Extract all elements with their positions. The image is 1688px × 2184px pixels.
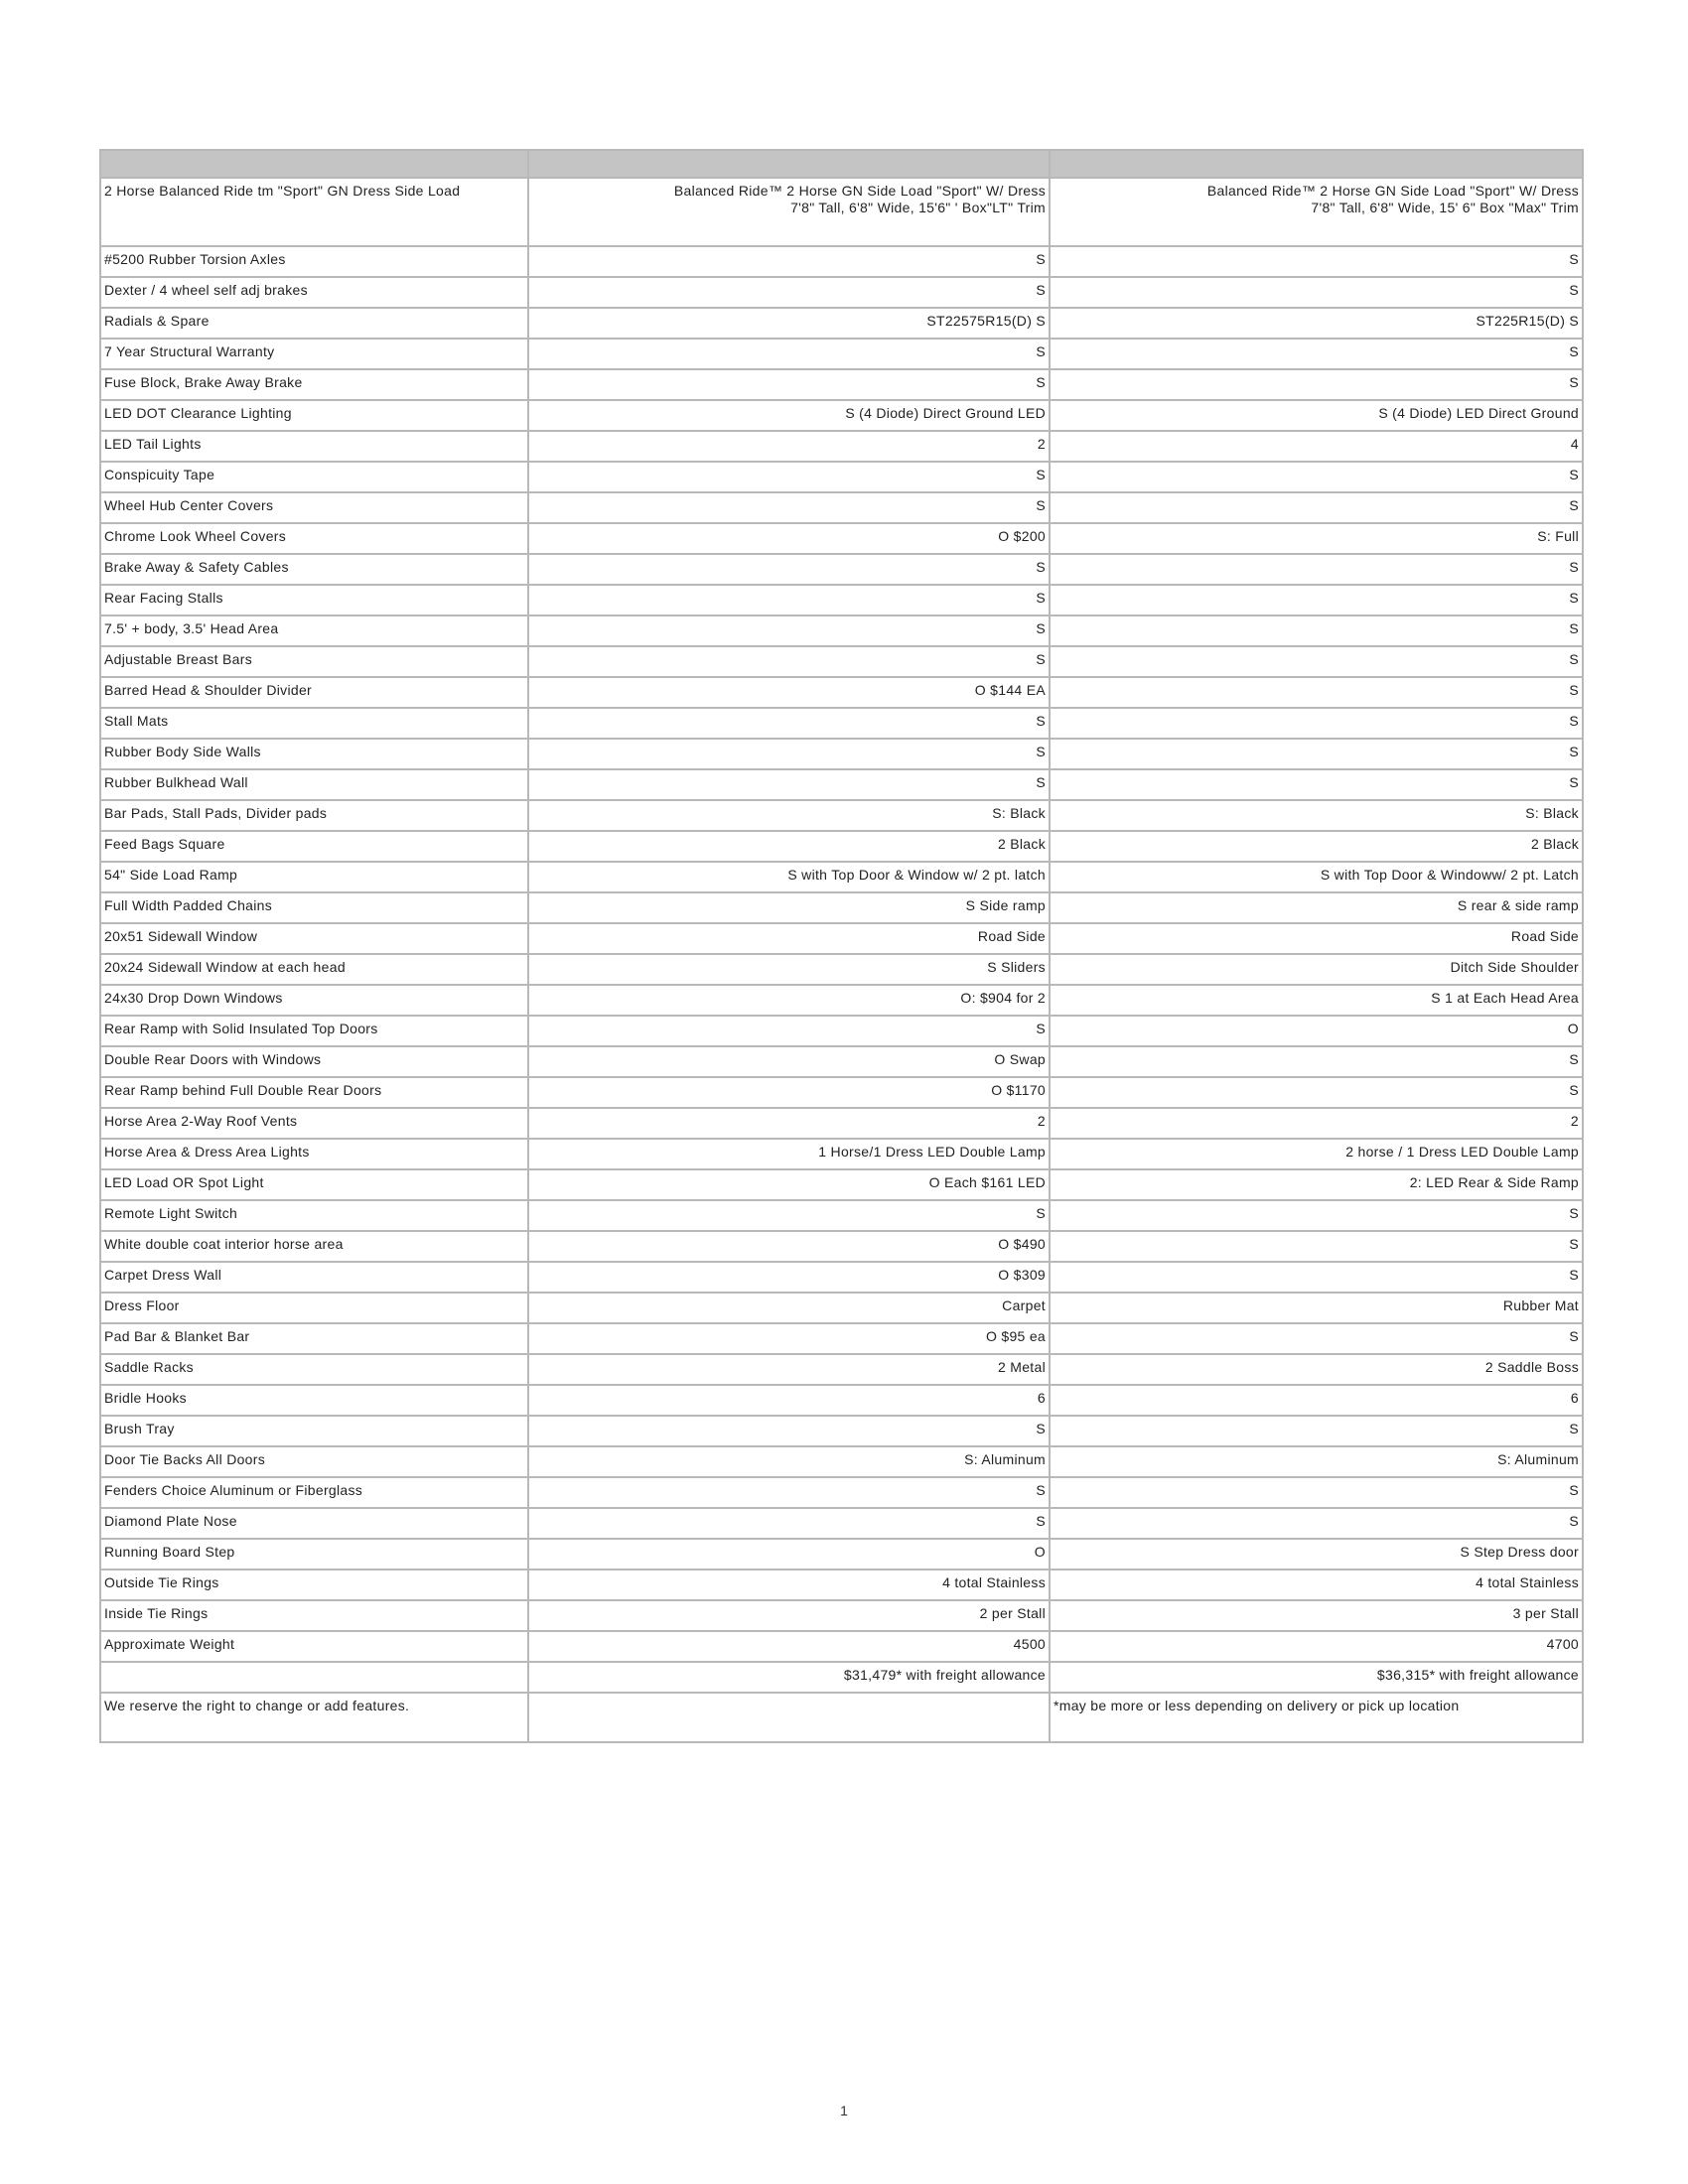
model-2-value-cell: S bbox=[1050, 1477, 1583, 1508]
feature-cell: 7.5' + body, 3.5' Head Area bbox=[100, 615, 528, 646]
model-1-value-cell: S bbox=[528, 246, 1050, 277]
model-2-title bbox=[1050, 178, 1583, 246]
model-2-value-cell: 4700 bbox=[1050, 1631, 1583, 1662]
table-row bbox=[100, 862, 1583, 892]
feature-cell: Dress Floor bbox=[100, 1293, 528, 1323]
header-cell bbox=[1050, 150, 1583, 178]
table-row bbox=[100, 1016, 1583, 1046]
model-2-value-cell: S Step Dress door bbox=[1050, 1539, 1583, 1570]
model-1-value-cell: S Side ramp bbox=[528, 892, 1050, 923]
model-1-value-cell: S bbox=[528, 554, 1050, 585]
model-2-value-cell: S bbox=[1050, 1508, 1583, 1539]
model-2-value-cell: S bbox=[1050, 708, 1583, 739]
table-row bbox=[100, 800, 1583, 831]
feature-cell: Fenders Choice Aluminum or Fiberglass bbox=[100, 1477, 528, 1508]
feature-cell: LED Load OR Spot Light bbox=[100, 1169, 528, 1200]
disclaimer-note: We reserve the right to change or add features. bbox=[100, 1693, 528, 1742]
feature-cell: Adjustable Breast Bars bbox=[100, 646, 528, 677]
model-2-value-cell: S (4 Diode) LED Direct Ground bbox=[1050, 400, 1583, 431]
feature-cell: Double Rear Doors with Windows bbox=[100, 1046, 528, 1077]
footer-row bbox=[100, 1693, 1583, 1742]
model-1-value-cell: 2 bbox=[528, 431, 1050, 462]
model-2-value-cell: S bbox=[1050, 1231, 1583, 1262]
model-2-value-cell: 2 Saddle Boss bbox=[1050, 1354, 1583, 1385]
price-footnote: *may be more or less depending on delivery or pick up location bbox=[1050, 1693, 1583, 1742]
feature-cell: Rubber Body Side Walls bbox=[100, 739, 528, 769]
model-2-value-cell: S bbox=[1050, 739, 1583, 769]
table-row bbox=[100, 1631, 1583, 1662]
feature-cell: Radials & Spare bbox=[100, 308, 528, 339]
table-row bbox=[100, 831, 1583, 862]
model-1-value-cell: S bbox=[528, 1200, 1050, 1231]
table-row bbox=[100, 554, 1583, 585]
model-1-value-cell: S bbox=[528, 1508, 1050, 1539]
model-1-value-cell: O $144 EA bbox=[528, 677, 1050, 708]
table-row bbox=[100, 1570, 1583, 1600]
model-1-value-cell: S Sliders bbox=[528, 954, 1050, 985]
table-row bbox=[100, 1539, 1583, 1570]
model-1-value-cell: S bbox=[528, 369, 1050, 400]
model-1-value-cell: S bbox=[528, 708, 1050, 739]
model-1-value-cell: S bbox=[528, 462, 1050, 492]
model-1-title bbox=[528, 178, 1050, 246]
model-1-value-cell: 2 Black bbox=[528, 831, 1050, 862]
model-1-value-cell: S bbox=[528, 492, 1050, 523]
feature-cell bbox=[100, 1662, 528, 1693]
comparison-table-body bbox=[100, 150, 1583, 1742]
model-2-value-cell: S bbox=[1050, 1200, 1583, 1231]
model-2-value-cell: S: Full bbox=[1050, 523, 1583, 554]
model-2-value-cell: S bbox=[1050, 1077, 1583, 1108]
comparison-table bbox=[99, 149, 1584, 1743]
feature-cell: 7 Year Structural Warranty bbox=[100, 339, 528, 369]
page-number: 1 bbox=[840, 2103, 848, 2118]
model-1-value-cell: S bbox=[528, 646, 1050, 677]
model-1-value-cell: O Each $161 LED bbox=[528, 1169, 1050, 1200]
model-2-title-line-1: Balanced Ride™ 2 Horse GN Side Load "Sport" W/ Dress bbox=[1206, 183, 1579, 199]
feature-cell: Conspicuity Tape bbox=[100, 462, 528, 492]
model-2-value-cell: 4 bbox=[1050, 431, 1583, 462]
model-1-value-cell: S with Top Door & Window w/ 2 pt. latch bbox=[528, 862, 1050, 892]
model-1-value-cell: S bbox=[528, 615, 1050, 646]
model-1-value-cell: S bbox=[528, 585, 1050, 615]
model-1-value-cell: S bbox=[528, 1416, 1050, 1446]
title-row bbox=[100, 178, 1583, 246]
model-1-value-cell: S bbox=[528, 1477, 1050, 1508]
header-cell bbox=[100, 150, 528, 178]
header-cell bbox=[528, 150, 1050, 178]
model-1-value-cell: $31,479* with freight allowance bbox=[528, 1662, 1050, 1693]
feature-cell: Rubber Bulkhead Wall bbox=[100, 769, 528, 800]
model-2-value-cell: S: Black bbox=[1050, 800, 1583, 831]
model-1-value-cell: O Swap bbox=[528, 1046, 1050, 1077]
model-2-value-cell: Road Side bbox=[1050, 923, 1583, 954]
model-1-value-cell: S: Aluminum bbox=[528, 1446, 1050, 1477]
table-row bbox=[100, 1077, 1583, 1108]
feature-cell: 54" Side Load Ramp bbox=[100, 862, 528, 892]
model-1-value-cell: S bbox=[528, 769, 1050, 800]
model-2-value-cell: S bbox=[1050, 246, 1583, 277]
model-2-value-cell: $36,315* with freight allowance bbox=[1050, 1662, 1583, 1693]
table-row bbox=[100, 739, 1583, 769]
table-row bbox=[100, 1662, 1583, 1693]
feature-cell: Approximate Weight bbox=[100, 1631, 528, 1662]
model-2-value-cell: 2 Black bbox=[1050, 831, 1583, 862]
feature-cell: Bar Pads, Stall Pads, Divider pads bbox=[100, 800, 528, 831]
model-2-value-cell: ST225R15(D) S bbox=[1050, 308, 1583, 339]
model-1-value-cell: Road Side bbox=[528, 923, 1050, 954]
model-1-value-cell: S bbox=[528, 1016, 1050, 1046]
feature-cell: Horse Area & Dress Area Lights bbox=[100, 1139, 528, 1169]
model-1-title-line-1: Balanced Ride™ 2 Horse GN Side Load "Sport" W/ Dress bbox=[673, 183, 1046, 199]
feature-cell: Full Width Padded Chains bbox=[100, 892, 528, 923]
feature-cell: #5200 Rubber Torsion Axles bbox=[100, 246, 528, 277]
table-row bbox=[100, 1323, 1583, 1354]
table-row bbox=[100, 615, 1583, 646]
model-1-value-cell: O $95 ea bbox=[528, 1323, 1050, 1354]
model-2-title-line-2: 7'8" Tall, 6'8" Wide, 15' 6" Box "Max" Trim bbox=[1311, 200, 1579, 215]
feature-cell: Door Tie Backs All Doors bbox=[100, 1446, 528, 1477]
feature-cell: White double coat interior horse area bbox=[100, 1231, 528, 1262]
table-row bbox=[100, 954, 1583, 985]
model-1-value-cell: S: Black bbox=[528, 800, 1050, 831]
table-row bbox=[100, 1446, 1583, 1477]
model-2-value-cell: S 1 at Each Head Area bbox=[1050, 985, 1583, 1016]
table-row bbox=[100, 1200, 1583, 1231]
model-2-value-cell: S: Aluminum bbox=[1050, 1446, 1583, 1477]
model-1-value-cell: O: $904 for 2 bbox=[528, 985, 1050, 1016]
model-2-value-cell: 2 bbox=[1050, 1108, 1583, 1139]
table-header-row bbox=[100, 150, 1583, 178]
feature-cell: Barred Head & Shoulder Divider bbox=[100, 677, 528, 708]
model-1-value-cell: S (4 Diode) Direct Ground LED bbox=[528, 400, 1050, 431]
model-1-value-cell: 2 Metal bbox=[528, 1354, 1050, 1385]
feature-cell: 20x24 Sidewall Window at each head bbox=[100, 954, 528, 985]
empty-cell bbox=[528, 1693, 1050, 1742]
model-1-value-cell: ST22575R15(D) S bbox=[528, 308, 1050, 339]
model-1-value-cell: O $490 bbox=[528, 1231, 1050, 1262]
table-row bbox=[100, 246, 1583, 277]
feature-cell: Pad Bar & Blanket Bar bbox=[100, 1323, 528, 1354]
feature-cell: Outside Tie Rings bbox=[100, 1570, 528, 1600]
table-row bbox=[100, 1169, 1583, 1200]
model-1-value-cell: Carpet bbox=[528, 1293, 1050, 1323]
model-2-value-cell: S with Top Door & Windoww/ 2 pt. Latch bbox=[1050, 862, 1583, 892]
model-1-value-cell: 4500 bbox=[528, 1631, 1050, 1662]
feature-cell: Inside Tie Rings bbox=[100, 1600, 528, 1631]
feature-cell: Bridle Hooks bbox=[100, 1385, 528, 1416]
model-2-value-cell: 2: LED Rear & Side Ramp bbox=[1050, 1169, 1583, 1200]
table-row bbox=[100, 1293, 1583, 1323]
model-1-value-cell: 2 bbox=[528, 1108, 1050, 1139]
table-row bbox=[100, 1416, 1583, 1446]
feature-cell: Wheel Hub Center Covers bbox=[100, 492, 528, 523]
feature-cell: Horse Area 2-Way Roof Vents bbox=[100, 1108, 528, 1139]
model-1-title-line-2: 7'8" Tall, 6'8" Wide, 15'6" ' Box"LT" Trim bbox=[790, 200, 1046, 215]
model-1-value-cell: O bbox=[528, 1539, 1050, 1570]
feature-cell: Brush Tray bbox=[100, 1416, 528, 1446]
model-2-value-cell: S rear & side ramp bbox=[1050, 892, 1583, 923]
feature-cell: 20x51 Sidewall Window bbox=[100, 923, 528, 954]
model-1-value-cell: 4 total Stainless bbox=[528, 1570, 1050, 1600]
table-row bbox=[100, 923, 1583, 954]
model-1-value-cell: S bbox=[528, 739, 1050, 769]
model-2-value-cell: S bbox=[1050, 277, 1583, 308]
table-row bbox=[100, 308, 1583, 339]
feature-cell: Saddle Racks bbox=[100, 1354, 528, 1385]
feature-cell: LED Tail Lights bbox=[100, 431, 528, 462]
model-2-value-cell: Rubber Mat bbox=[1050, 1293, 1583, 1323]
table-row bbox=[100, 277, 1583, 308]
model-1-value-cell: O $309 bbox=[528, 1262, 1050, 1293]
feature-cell: Dexter / 4 wheel self adj brakes bbox=[100, 277, 528, 308]
table-row bbox=[100, 708, 1583, 739]
model-2-value-cell: 4 total Stainless bbox=[1050, 1570, 1583, 1600]
model-2-value-cell: S bbox=[1050, 1262, 1583, 1293]
model-2-value-cell: S bbox=[1050, 769, 1583, 800]
feature-cell: Brake Away & Safety Cables bbox=[100, 554, 528, 585]
model-2-value-cell: S bbox=[1050, 1046, 1583, 1077]
feature-cell: Remote Light Switch bbox=[100, 1200, 528, 1231]
feature-cell: 24x30 Drop Down Windows bbox=[100, 985, 528, 1016]
model-2-value-cell: S bbox=[1050, 492, 1583, 523]
model-2-value-cell: 2 horse / 1 Dress LED Double Lamp bbox=[1050, 1139, 1583, 1169]
table-row bbox=[100, 369, 1583, 400]
table-row bbox=[100, 585, 1583, 615]
model-2-value-cell: S bbox=[1050, 554, 1583, 585]
table-row bbox=[100, 462, 1583, 492]
table-row bbox=[100, 1477, 1583, 1508]
model-2-value-cell: S bbox=[1050, 615, 1583, 646]
feature-cell: Chrome Look Wheel Covers bbox=[100, 523, 528, 554]
feature-cell: Running Board Step bbox=[100, 1539, 528, 1570]
feature-cell: Rear Ramp behind Full Double Rear Doors bbox=[100, 1077, 528, 1108]
table-row bbox=[100, 492, 1583, 523]
model-2-value-cell: S bbox=[1050, 677, 1583, 708]
table-row bbox=[100, 400, 1583, 431]
table-row bbox=[100, 892, 1583, 923]
feature-cell: Feed Bags Square bbox=[100, 831, 528, 862]
model-2-value-cell: S bbox=[1050, 1323, 1583, 1354]
model-2-value-cell: O bbox=[1050, 1016, 1583, 1046]
feature-cell: Diamond Plate Nose bbox=[100, 1508, 528, 1539]
title-label: 2 Horse Balanced Ride tm "Sport" GN Dress Side Load bbox=[100, 178, 528, 246]
model-2-value-cell: 6 bbox=[1050, 1385, 1583, 1416]
table-row bbox=[100, 339, 1583, 369]
table-row bbox=[100, 523, 1583, 554]
feature-cell: Rear Ramp with Solid Insulated Top Doors bbox=[100, 1016, 528, 1046]
feature-cell: Stall Mats bbox=[100, 708, 528, 739]
model-2-value-cell: 3 per Stall bbox=[1050, 1600, 1583, 1631]
model-1-value-cell: S bbox=[528, 277, 1050, 308]
model-2-value-cell: S bbox=[1050, 369, 1583, 400]
table-row bbox=[100, 1385, 1583, 1416]
feature-cell: Rear Facing Stalls bbox=[100, 585, 528, 615]
table-row bbox=[100, 1600, 1583, 1631]
table-row bbox=[100, 1508, 1583, 1539]
table-row bbox=[100, 1046, 1583, 1077]
model-1-value-cell: 2 per Stall bbox=[528, 1600, 1050, 1631]
table-row bbox=[100, 769, 1583, 800]
feature-cell: Carpet Dress Wall bbox=[100, 1262, 528, 1293]
model-2-value-cell: S bbox=[1050, 585, 1583, 615]
table-row bbox=[100, 1108, 1583, 1139]
model-2-value-cell: S bbox=[1050, 646, 1583, 677]
table-row bbox=[100, 985, 1583, 1016]
model-1-value-cell: O $200 bbox=[528, 523, 1050, 554]
model-2-value-cell: S bbox=[1050, 339, 1583, 369]
model-1-value-cell: 6 bbox=[528, 1385, 1050, 1416]
model-1-value-cell: 1 Horse/1 Dress LED Double Lamp bbox=[528, 1139, 1050, 1169]
model-2-value-cell: S bbox=[1050, 1416, 1583, 1446]
feature-cell: Fuse Block, Brake Away Brake bbox=[100, 369, 528, 400]
feature-cell: LED DOT Clearance Lighting bbox=[100, 400, 528, 431]
table-row bbox=[100, 1262, 1583, 1293]
table-row bbox=[100, 1139, 1583, 1169]
model-1-value-cell: O $1170 bbox=[528, 1077, 1050, 1108]
table-row bbox=[100, 431, 1583, 462]
model-1-value-cell: S bbox=[528, 339, 1050, 369]
table-row bbox=[100, 1231, 1583, 1262]
model-2-value-cell: S bbox=[1050, 462, 1583, 492]
table-row bbox=[100, 646, 1583, 677]
table-row bbox=[100, 1354, 1583, 1385]
model-2-value-cell: Ditch Side Shoulder bbox=[1050, 954, 1583, 985]
table-row bbox=[100, 677, 1583, 708]
